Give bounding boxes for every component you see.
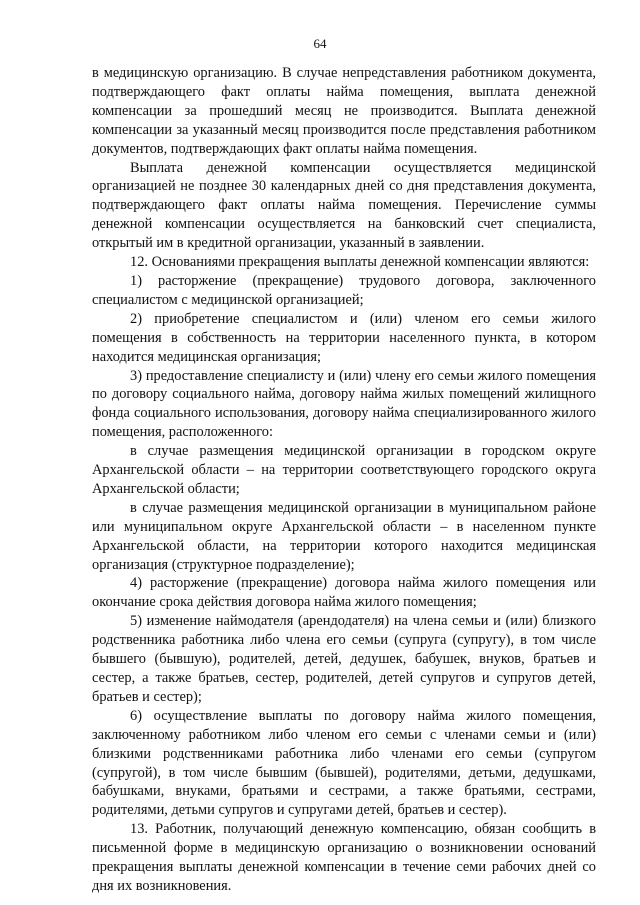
list-item-1: 1) расторжение (прекращение) трудового договора, заключенного специалистом с медицинской организацией; <box>92 272 596 308</box>
list-item-5: 5) изменение наймодателя (арендодателя) на члена семьи и (или) близкого родственника работника либо члена его семьи (супруга (супругу), в том числе бывшего (бывшую), родителей, детей, дедушек, бабушек, внуков, братьев и сестер, а также братьев, сестер, родителей, детей супругов и супругов детей, братьев и сестер); <box>92 613 596 705</box>
list-item-3: 3) предоставление специалисту и (или) члену его семьи жилого помещения по договору социального найма, договору найма жилых помещений жилищного фонда социального использования, договору найма специализированного жилого помещения, расположенного: <box>92 367 596 441</box>
list-item-3-city-district: в случае размещения медицинской организации в городском округе Архангельской области – на территории соответствующего городского округа Архангельской области; <box>92 443 596 497</box>
list-item-6: 6) осуществление выплаты по договору найма жилого помещения, заключенному работником либо членом его семьи с членами семьи и (или) близкими родственниками работника либо членами его семьи (супругом (супругой), в том числе бывшим (бывшей), родителями, детьми, дедушками, бабушками, внуками, братьями и сестрами, а также братьями, сестрами, родителями, детьми супругов и супругами детей, братьев и сестер). <box>92 707 596 819</box>
list-item-2: 2) приобретение специалистом и (или) членом его семьи жилого помещения в собственность на территории населенного пункта, в котором находится медицинская организация; <box>92 310 596 365</box>
paragraph-item-13: 13. Работник, получающий денежную компенсацию, обязан сообщить в письменной форме в медицинскую организацию о возникновении оснований прекращения выплаты денежной компенсации в течение семи рабочих дней со дня их возникновения. <box>92 821 596 894</box>
list-item-4: 4) расторжение (прекращение) договора найма жилого помещения или окончание срока действия договора найма жилого помещения; <box>92 575 596 611</box>
paragraph-continuation: в медицинскую организацию. В случае непредставления работником документа, подтверждающего факт оплаты найма помещения, выплата денежной компенсации за прошедший месяц не производится. Выплата денежной компенсации за указанный месяц производится после представления работником документов, подтверждающих факт оплаты найма помещения. <box>92 65 596 157</box>
paragraph-payment-terms: Выплата денежной компенсации осуществляется медицинской организацией не позднее 30 календарных дней со дня представления документа, подтверждающего факт оплаты найма помещения. Перечисление суммы денежной компенсации осуществляется на банковский счет специалиста, открытый им в кредитной организации, указанный в заявлении. <box>92 159 596 252</box>
document-body <box>92 64 596 896</box>
list-item-3-municipal-district: в случае размещения медицинской организации в муниципальном районе или муниципальном округе Архангельской области – в населенном пункте Архангельской области, на территории которого находится медицинская организация (структурное подразделение); <box>92 499 596 573</box>
page-number: 64 <box>313 36 327 51</box>
paragraph-item-12: 12. Основаниями прекращения выплаты денежной компенсации являются: <box>130 254 590 271</box>
